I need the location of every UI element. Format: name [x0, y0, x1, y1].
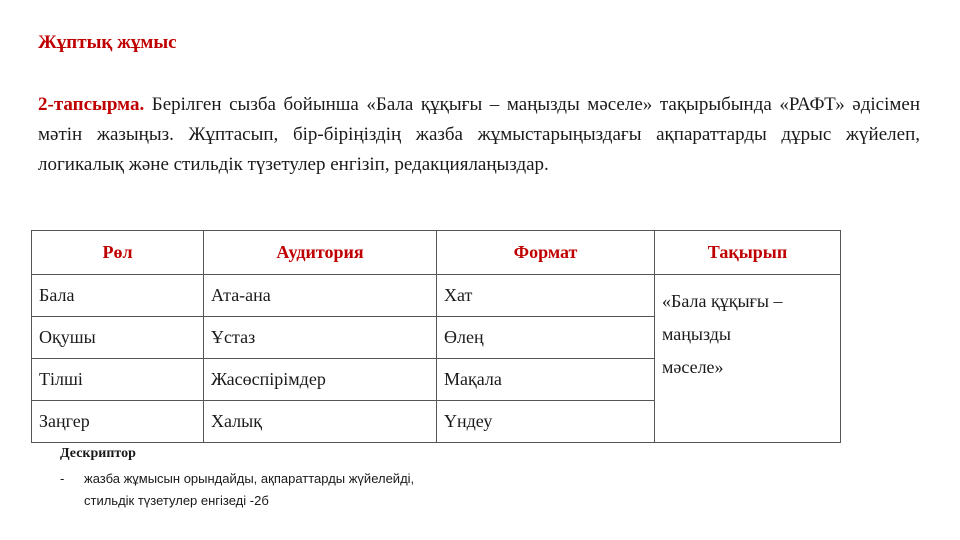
descriptor-text	[84, 468, 524, 512]
header-format: Формат	[437, 231, 655, 275]
task-text: Берілген сызба бойынша «Бала құқығы – маңызды мәселе» тақырыбында «РАФТ» әдісімен мәтін жазыңыз. Жұптасып, бір-біріңіздің жазба жұмыстарыңыздағы ақпараттарды дұрыс жүйелеп, логикалық және стильдік түзетулер енгізіп, редакциялаңыздар.	[38, 94, 920, 175]
cell-role: Заңгер	[32, 401, 204, 443]
task-paragraph	[38, 90, 920, 180]
descriptor-title: Дескриптор	[60, 446, 136, 461]
bullet-dash: -	[60, 471, 65, 486]
cell-format: Өлең	[437, 317, 655, 359]
header-topic: Тақырып	[655, 231, 841, 275]
descriptor-item	[60, 468, 524, 512]
descriptor-block	[60, 446, 524, 512]
table-row	[32, 275, 841, 317]
cell-format: Хат	[437, 275, 655, 317]
task-label: 2-тапсырма.	[38, 94, 145, 115]
raft-table	[31, 230, 841, 443]
descriptor-line: стильдік түзетулер енгізеді -2б	[84, 493, 269, 508]
cell-audience: Ата-ана	[204, 275, 437, 317]
cell-format: Үндеу	[437, 401, 655, 443]
cell-audience: Халық	[204, 401, 437, 443]
header-audience: Аудитория	[204, 231, 437, 275]
descriptor-line: жазба жұмысын орындайды, ақпараттарды жүйелейді,	[84, 471, 415, 486]
cell-role: Бала	[32, 275, 204, 317]
cell-audience: Жасөспірімдер	[204, 359, 437, 401]
cell-topic	[655, 275, 841, 443]
cell-role: Тілші	[32, 359, 204, 401]
cell-role: Оқушы	[32, 317, 204, 359]
page-heading: Жұптық жұмыс	[38, 32, 177, 53]
cell-format: Мақала	[437, 359, 655, 401]
header-role: Рөл	[32, 231, 204, 275]
cell-audience: Ұстаз	[204, 317, 437, 359]
topic-line: маңызды	[662, 324, 732, 344]
topic-line: «Бала құқығы –	[662, 291, 783, 311]
table-header-row	[32, 231, 841, 275]
topic-line: мәселе»	[662, 357, 724, 377]
